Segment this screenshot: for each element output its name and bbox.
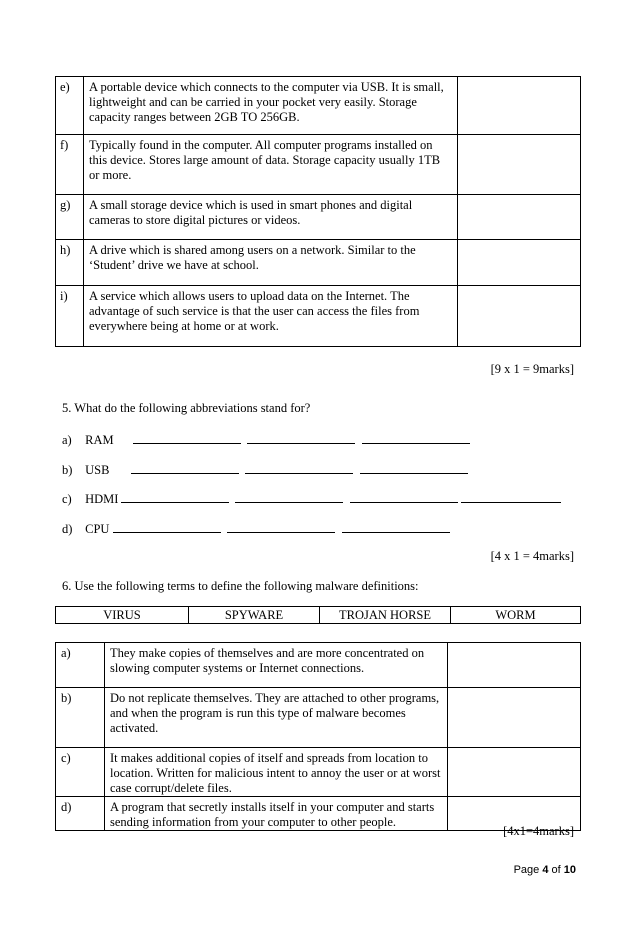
row-description: Do not replicate themselves. They are attached to other programs, and when the program is run this type of malware becomes activated. — [105, 688, 448, 748]
abbr-item-ram — [62, 431, 470, 448]
abbr-item-usb — [62, 461, 468, 478]
question-5-title: 5. What do the following abbreviations stand for? — [62, 401, 311, 415]
row-letter: d) — [56, 797, 105, 831]
answer-blank[interactable] — [121, 490, 229, 503]
answer-cell[interactable] — [458, 286, 581, 347]
row-letter: i) — [56, 286, 84, 347]
term-worm: WORM — [451, 607, 581, 624]
row-description: A portable device which connects to the computer via USB. It is small, lightweight and can be carried in your pocket very easily. Storage capacity ranges between 2GB TO 256GB. — [84, 77, 458, 135]
row-description: A small storage device which is used in smart phones and digital cameras to store digital pictures or videos. — [84, 195, 458, 240]
abbr-item-cpu — [62, 520, 450, 537]
table-row — [56, 195, 581, 240]
table-row — [56, 688, 581, 748]
table-row — [56, 240, 581, 286]
term-trojan-horse: TROJAN HORSE — [320, 607, 451, 624]
answer-blank[interactable] — [133, 431, 241, 444]
page-current: 4 — [542, 864, 549, 876]
abbr-term: HDMI — [85, 492, 119, 506]
item-label: b) — [62, 463, 73, 477]
answer-cell[interactable] — [458, 195, 581, 240]
malware-definitions-table — [55, 642, 581, 831]
row-description: A drive which is shared among users on a network. Similar to the ‘Student’ drive we have at school. — [84, 240, 458, 286]
table-row — [56, 643, 581, 688]
row-description: They make copies of themselves and are more concentrated on slowing computer systems or Internet connections. — [105, 643, 448, 688]
page-total: 10 — [563, 864, 576, 876]
term-spyware: SPYWARE — [189, 607, 320, 624]
answer-blank[interactable] — [113, 520, 221, 533]
table-row — [56, 797, 581, 831]
term-virus: VIRUS — [56, 607, 189, 624]
row-letter: b) — [56, 688, 105, 748]
table-row — [56, 77, 581, 135]
page-number — [514, 864, 576, 876]
row-description: Typically found in the computer. All computer programs installed on this device. Stores large amount of data. Storage capacity usually 1TB or more. — [84, 135, 458, 195]
abbr-item-hdmi — [62, 490, 561, 507]
item-label: c) — [62, 492, 72, 506]
abbr-term: RAM — [85, 433, 114, 447]
answer-blank[interactable] — [227, 520, 335, 533]
answer-blank[interactable] — [362, 431, 470, 444]
row-letter: h) — [56, 240, 84, 286]
answer-blank[interactable] — [245, 461, 353, 474]
answer-cell[interactable] — [458, 240, 581, 286]
terms-row — [56, 607, 581, 624]
question-6-title: 6. Use the following terms to define the following malware definitions: — [62, 579, 419, 593]
row-description: A service which allows users to upload data on the Internet. The advantage of such service is that the user can access the files from everywhere being at home or at work. — [84, 286, 458, 347]
answer-blank[interactable] — [131, 461, 239, 474]
page-prefix: Page — [513, 864, 543, 876]
row-description: A program that secretly installs itself in your computer and starts sending information from your computer to other people. — [105, 797, 448, 831]
answer-cell[interactable] — [448, 748, 581, 797]
answer-cell[interactable] — [448, 643, 581, 688]
answer-cell[interactable] — [458, 77, 581, 135]
item-label: d) — [62, 522, 73, 536]
abbr-term: USB — [85, 463, 110, 477]
page-of: of — [548, 864, 564, 876]
row-letter: e) — [56, 77, 84, 135]
answer-blank[interactable] — [461, 490, 561, 503]
answer-blank[interactable] — [247, 431, 355, 444]
row-letter: a) — [56, 643, 105, 688]
table-row — [56, 286, 581, 347]
table-row — [56, 748, 581, 797]
item-label: a) — [62, 433, 72, 447]
answer-cell[interactable] — [458, 135, 581, 195]
answer-blank[interactable] — [360, 461, 468, 474]
abbr-term: CPU — [85, 522, 110, 536]
marks-q6: [4x1=4marks] — [503, 824, 574, 838]
answer-cell[interactable] — [448, 688, 581, 748]
table-row — [56, 135, 581, 195]
row-description: It makes additional copies of itself and spreads from location to location. Written for malicious intent to annoy the user or at worst case corrupt/delete files. — [105, 748, 448, 797]
answer-blank[interactable] — [350, 490, 458, 503]
answer-blank[interactable] — [342, 520, 450, 533]
marks-q4: [9 x 1 = 9marks] — [490, 362, 574, 376]
malware-terms-table — [55, 606, 581, 624]
row-letter: g) — [56, 195, 84, 240]
row-letter: c) — [56, 748, 105, 797]
answer-blank[interactable] — [235, 490, 343, 503]
marks-q5: [4 x 1 = 4marks] — [490, 549, 574, 563]
row-letter: f) — [56, 135, 84, 195]
storage-devices-table — [55, 76, 581, 347]
